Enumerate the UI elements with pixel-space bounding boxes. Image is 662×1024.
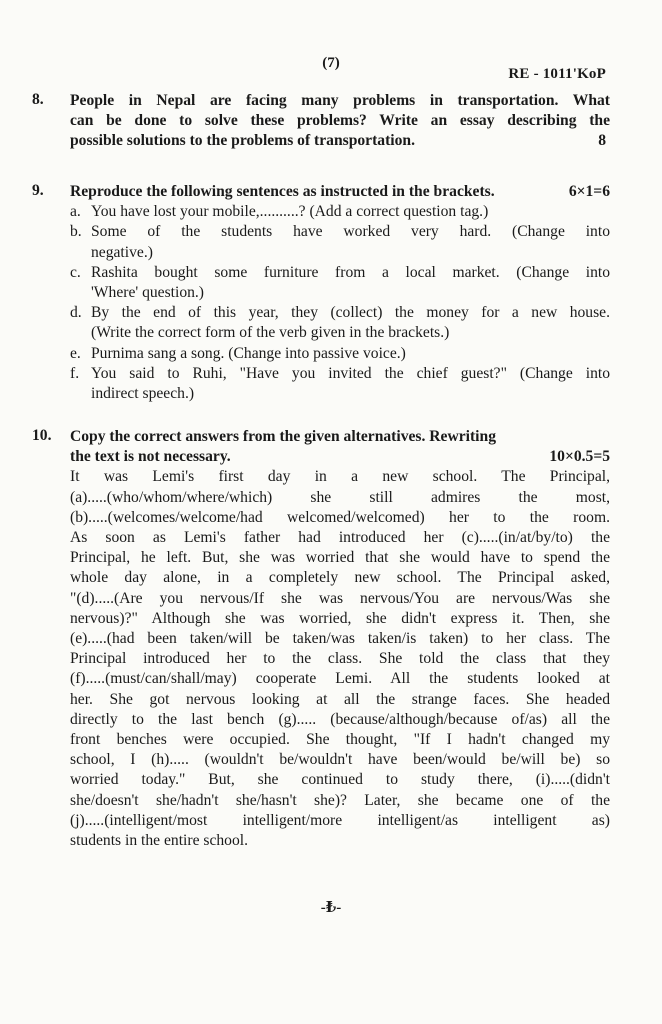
question-8-line: can be done to solve these problems? Write an essay describing the (70, 112, 610, 130)
passage-line: whole day alone, in a completely new school. The Principal asked, (70, 569, 610, 587)
passage-line: nervous)?" Although she was worried, she didn't express it. Then, she (70, 609, 610, 627)
item-line: (Write the correct form of the verb given in the brackets.) (91, 324, 450, 342)
question-8 (32, 91, 610, 152)
item-label: d. (70, 304, 82, 322)
passage-line: (j).....(intelligent/most intelligent/more intelligent/as intelligent as) (70, 811, 610, 829)
item-label: b. (70, 223, 82, 241)
item-line: indirect speech.) (91, 385, 195, 403)
passage-line: students in the entire school. (70, 832, 248, 850)
question-10 (32, 427, 610, 851)
passage-line: school, I (h)..... (wouldn't be/wouldn't have been/would be/will be) so (70, 751, 610, 769)
question-9-item-b (70, 222, 610, 262)
item-line: negative.) (91, 243, 153, 261)
item-label: e. (70, 344, 81, 362)
item-line: Purnima sang a song. (Change into passive voice.) (91, 344, 406, 362)
item-line: You have lost your mobile,..........? (Add a correct question tag.) (91, 203, 489, 221)
question-9-item-a (70, 202, 610, 222)
question-8-line: People in Nepal are facing many problems in transportation. What (70, 92, 610, 109)
question-8-line: possible solutions to the problems of transportation. (70, 132, 415, 150)
question-10-instruction: the text is not necessary. (70, 448, 231, 466)
question-8-marks: 8 (598, 132, 606, 150)
question-10-instruction: Copy the correct answers from the given alternatives. Rewriting (70, 428, 496, 445)
question-9-marks: 6×1=6 (568, 183, 610, 200)
passage-line: she/doesn't she/hadn't she/hasn't she)? Later, she became one of the (70, 791, 610, 809)
question-9-instruction: Reproduce the following sentences as instructed in the brackets. (70, 183, 495, 200)
question-9 (32, 182, 610, 404)
question-9-item-c (70, 263, 610, 303)
passage-line: her. She got nervous looking at all the strange faces. She headed (70, 690, 610, 708)
passage-line: (a).....(who/whom/where/which) she still admires the most, (70, 488, 610, 506)
item-line: You said to Ruhi, "Have you invited the chief guest?" (Change into (91, 364, 610, 382)
passage-line: (e).....(had been taken/will be taken/was taken/is taken) to her class. The (70, 630, 610, 648)
item-label: a. (70, 203, 81, 221)
passage-line: "(d).....(Are you nervous/If she was nervous/You are nervous/Was she (70, 589, 610, 607)
exam-code: RE - 1011'KoP (508, 66, 606, 82)
footer-mark: -₺- (320, 900, 342, 916)
item-line: Rashita bought some furniture from a local market. (Change into (91, 263, 610, 281)
passage-line: directly to the last bench (g)..... (because/although/because of/as) all the (70, 710, 610, 728)
passage-line: Principal introduced her to the class. She told the class that they (70, 650, 610, 668)
passage-line: As soon as Lemi's father had introduced her (c).....(in/at/by/to) the (70, 529, 610, 547)
question-9-item-d (70, 303, 610, 343)
item-label: c. (70, 263, 81, 281)
passage-line: worried today." But, she continued to study there, (i).....(didn't (70, 771, 610, 789)
question-9-number: 9. (32, 182, 44, 199)
item-line: By the end of this year, they (collect) the money for a new house. (91, 304, 610, 322)
question-10-marks: 10×0.5=5 (549, 448, 610, 466)
question-9-item-e (70, 344, 610, 364)
item-line: Some of the students have worked very hard. (Change into (91, 223, 610, 241)
passage-line: front benches were occupied. She thought, "If I hadn't changed my (70, 731, 610, 749)
question-8-number: 8. (32, 91, 44, 108)
passage-line: Principal, he left. But, she was worried that she would have to spend the (70, 549, 610, 567)
item-label: f. (70, 364, 80, 382)
passage-line: It was Lemi's first day in a new school. The Principal, (70, 468, 610, 486)
question-10-number: 10. (32, 427, 52, 444)
item-line: 'Where' question.) (91, 284, 205, 302)
passage (70, 467, 610, 851)
passage-line: (b).....(welcomes/welcome/had welcomed/welcomed) her to the room. (70, 508, 610, 526)
question-9-item-f (70, 364, 610, 404)
passage-line: (f).....(must/can/shall/may) cooperate Lemi. All the students looked at (70, 670, 610, 688)
page-number: (7) (322, 55, 340, 71)
